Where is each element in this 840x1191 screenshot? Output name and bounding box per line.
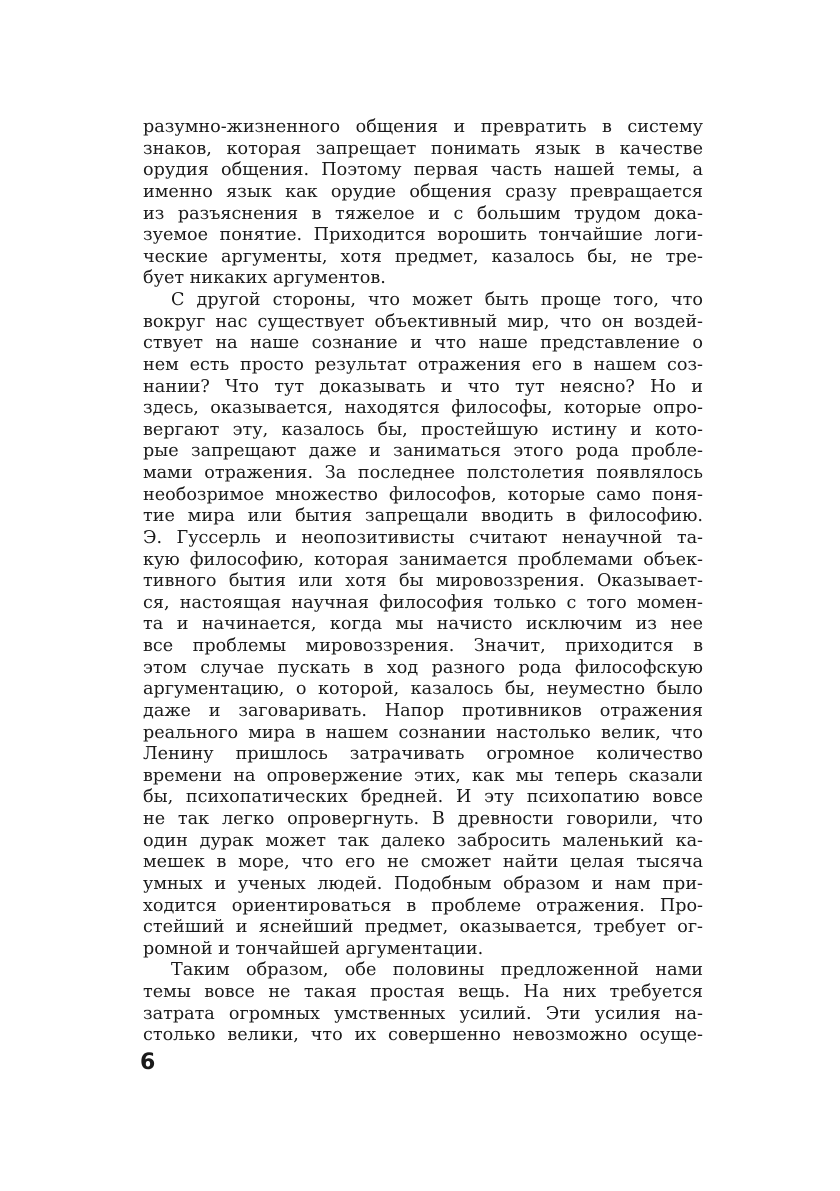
text-line: из разъяснения в тяжелое и с большим трудом дока- [143,203,703,224]
text-line: зуемое понятие. Приходится ворошить тончайшие логи- [143,225,703,246]
text-line: бует никаких аргументов. [143,268,386,289]
text-line: затрата огромных умственных усилий. Эти усилия на- [143,1003,703,1024]
text-line: ромной и тончайшей аргументации. [143,938,484,959]
text-line: орудия общения. Поэтому первая часть нашей темы, а [143,160,703,181]
text-line: все проблемы мировоззрения. Значит, приходится в [143,636,703,656]
text-line: бы, психопатических бредней. И эту психопатию вовсе [143,787,703,808]
text-line: даже и заговаривать. Напор противников отражения [143,700,703,721]
text-line: необозримое множество философов, которые само поня- [143,484,703,505]
text-line: разумно-жизненного общения и превратить в систему [143,117,703,137]
page-number: 6 [140,1050,156,1075]
text-line: темы вовсе не такая простая вещь. На них требуется [143,982,703,1002]
text-line: тие мира или бытия запрещали вводить в философию. [143,506,703,527]
text-line: этом случае пускать в ход разного рода философскую [143,657,703,678]
text-line: именно язык как орудие общения сразу превращается [143,181,703,202]
text-line: вергают эту, казалось бы, простейшую истину и кото- [143,419,703,440]
text-line: нании? Что тут доказывать и что тут неясно? Но и [143,376,703,397]
text-line: ствует на наше сознание и что наше представление о [143,333,703,354]
text-line: ходится ориентироваться в проблеме отражения. Про- [143,895,703,916]
text-line: мами отражения. За последнее полстолетия появлялось [143,463,703,483]
text-line: мешек в море, что его не сможет найти целая тысяча [143,852,703,873]
text-line: рые запрещают даже и заниматься этого рода пробле- [143,441,703,462]
text-line: вокруг нас существует объективный мир, что он воздей- [143,311,703,332]
text-line: времени на опровержение этих, как мы теперь сказали [143,765,703,786]
text-line: умных и ученых людей. Подобным образом и нам при- [143,873,703,894]
text-line: здесь, оказывается, находятся философы, которые опро- [143,398,703,419]
text-line: не так легко опровергнуть. В древности говорили, что [143,809,703,829]
text-line: ческие аргументы, хотя предмет, казалось бы, не тре- [143,246,703,267]
text-line: нем есть просто результат отражения его в нашем соз- [143,354,703,375]
text-line: С другой стороны, что может быть проще того, что [171,290,703,310]
text-line: знаков, которая запрещает понимать язык в качестве [143,138,703,159]
text-line: реального мира в нашем сознании настолько велик, что [143,722,703,743]
body-text [143,117,703,1047]
text-line: Таким образом, обе половины предложенной нами [171,960,703,981]
text-line: столько велики, что их совершенно невозможно осуще- [143,1025,703,1046]
text-line: ся, настоящая научная философия только с того момен- [143,592,703,613]
text-line: та и начинается, когда мы начисто исключим из нее [143,614,703,635]
text-line: тивного бытия или хотя бы мировоззрения. Оказывает- [143,571,703,592]
text-line: Э. Гуссерль и неопозитивисты считают ненаучной та- [143,527,703,548]
text-line: кую философию, которая занимается проблемами объек- [143,549,703,570]
text-line: Ленину пришлось затрачивать огромное количество [143,744,703,765]
text-line: стейший и яснейший предмет, оказывается, требует ог- [143,917,703,938]
text-line: один дурак может так далеко забросить маленький ка- [143,830,703,851]
text-line: аргументацию, о которой, казалось бы, неуместно было [143,679,703,700]
